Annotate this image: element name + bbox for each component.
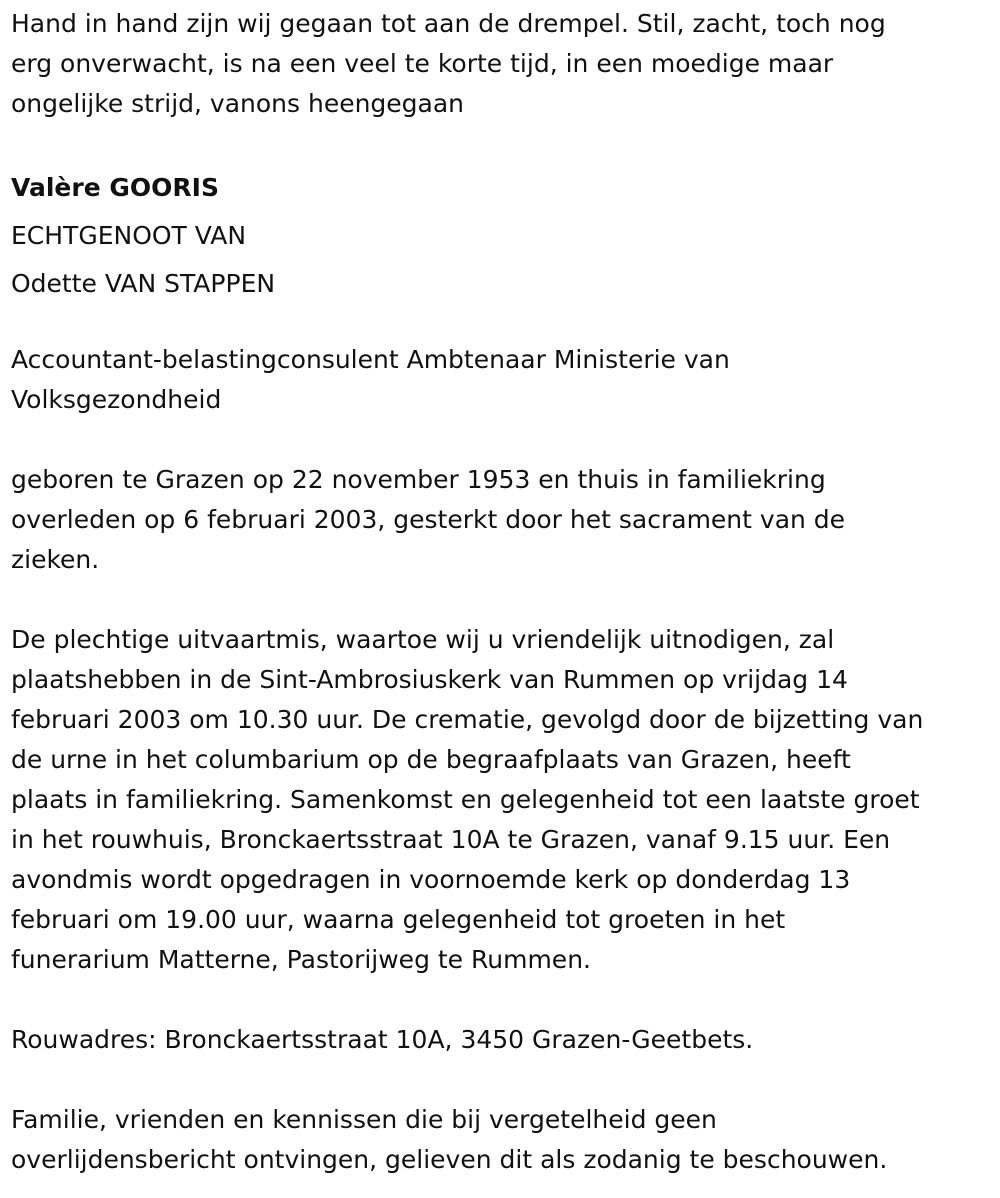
deceased-name: Valère GOORIS bbox=[11, 173, 219, 202]
relation-label: ECHTGENOOT VAN bbox=[11, 221, 247, 250]
funeral-line: plaats in familiekring. Samenkomst en gelegenheid tot een laatste groet bbox=[11, 785, 920, 814]
closing-line: overlijdensbericht ontvingen, gelieven dit als zodanig te beschouwen. bbox=[11, 1145, 888, 1174]
funeral-line: in het rouwhuis, Bronckaertsstraat 10A te Grazen, vanaf 9.15 uur. Een bbox=[11, 825, 891, 854]
person-block bbox=[11, 164, 1000, 308]
birth-death-paragraph bbox=[11, 460, 1000, 580]
funeral-paragraph bbox=[11, 620, 1000, 980]
profession-line: Accountant-belastingconsulent Ambtenaar Ministerie van bbox=[11, 345, 730, 374]
funeral-line: februari om 19.00 uur, waarna gelegenheid tot groeten in het bbox=[11, 905, 786, 934]
funeral-line: funerarium Matterne, Pastorijweg te Rummen. bbox=[11, 945, 591, 974]
funeral-line: avondmis wordt opgedragen in voornoemde kerk op donderdag 13 bbox=[11, 865, 851, 894]
address-paragraph bbox=[11, 1020, 1000, 1060]
profession-line: Volksgezondheid bbox=[11, 385, 222, 414]
spouse-name: Odette VAN STAPPEN bbox=[11, 269, 276, 298]
closing-paragraph bbox=[11, 1100, 1000, 1180]
funeral-line: De plechtige uitvaartmis, waartoe wij u vriendelijk uitnodigen, zal bbox=[11, 625, 835, 654]
profession-paragraph bbox=[11, 340, 1000, 420]
birth-death-line: zieken. bbox=[11, 545, 100, 574]
intro-line: ongelijke strijd, vanons heengegaan bbox=[11, 89, 465, 118]
funeral-line: plaatshebben in de Sint-Ambrosiuskerk van Rummen op vrijdag 14 bbox=[11, 665, 848, 694]
funeral-line: de urne in het columbarium op de begraafplaats van Grazen, heeft bbox=[11, 745, 851, 774]
birth-death-line: geboren te Grazen op 22 november 1953 en thuis in familiekring bbox=[11, 465, 826, 494]
intro-line: erg onverwacht, is na een veel te korte tijd, in een moedige maar bbox=[11, 49, 834, 78]
intro-paragraph bbox=[11, 4, 1000, 124]
closing-line: Familie, vrienden en kennissen die bij vergetelheid geen bbox=[11, 1105, 717, 1134]
mourning-address: Rouwadres: Bronckaertsstraat 10A, 3450 Grazen-Geetbets. bbox=[11, 1025, 754, 1054]
intro-line: Hand in hand zijn wij gegaan tot aan de drempel. Stil, zacht, toch nog bbox=[11, 9, 886, 38]
birth-death-line: overleden op 6 februari 2003, gesterkt door het sacrament van de bbox=[11, 505, 846, 534]
funeral-line: februari 2003 om 10.30 uur. De crematie, gevolgd door de bijzetting van bbox=[11, 705, 924, 734]
